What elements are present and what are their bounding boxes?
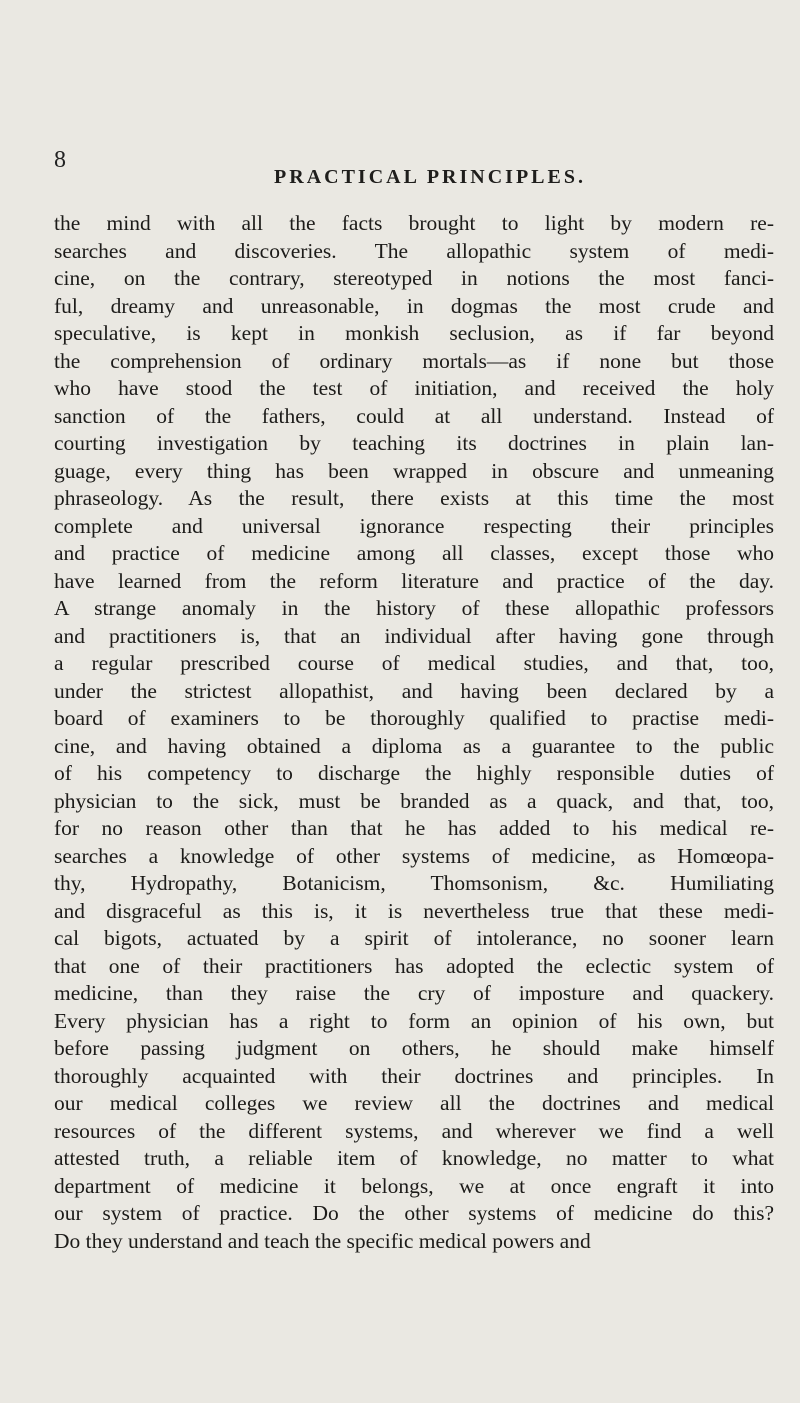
text-line: A strange anomaly in the history of these allopathic professors [54, 596, 774, 620]
text-line: the comprehension of ordinary mortals—as if none but those [54, 348, 774, 373]
body-text [54, 210, 774, 1255]
text-line: for no reason other than that he has added to his medical re- [54, 816, 774, 840]
text-line: that one of their practitioners has adopted the eclectic system of [54, 953, 774, 978]
text-line: thoroughly acquainted with their doctrines and principles. In [54, 1063, 774, 1088]
text-line: department of medicine it belongs, we at once engraft it into [54, 1173, 774, 1198]
page-number: 8 [54, 147, 66, 173]
text-line: Every physician has a right to form an opinion of his own, but [54, 1008, 774, 1033]
text-line: board of examiners to be thoroughly qualified to practise medi- [54, 706, 774, 730]
text-line: phraseology. As the result, there exists at this time the most [54, 486, 774, 510]
text-line: guage, every thing has been wrapped in obscure and unmeaning [54, 458, 774, 483]
text-line: the mind with all the facts brought to light by modern re- [54, 211, 774, 235]
text-line: have learned from the reform literature and practice of the day. [54, 568, 774, 593]
text-line: who have stood the test of initiation, and received the holy [54, 376, 774, 400]
text-line: cine, on the contrary, stereotyped in notions the most fanci- [54, 266, 774, 290]
running-head: PRACTICAL PRINCIPLES. [274, 166, 586, 188]
text-line: searches and discoveries. The allopathic system of medi- [54, 238, 774, 263]
text-line: courting investigation by teaching its doctrines in plain lan- [54, 431, 774, 455]
text-line: of his competency to discharge the highly responsible duties of [54, 761, 774, 785]
text-line: ful, dreamy and unreasonable, in dogmas the most crude and [54, 293, 774, 318]
text-line: and disgraceful as this is, it is nevertheless true that these medi- [54, 898, 774, 923]
text-line: and practice of medicine among all classes, except those who [54, 541, 774, 565]
text-line: our system of practice. Do the other systems of medicine do this? [54, 1201, 774, 1225]
text-line: before passing judgment on others, he should make himself [54, 1036, 774, 1060]
text-line: medicine, than they raise the cry of imposture and quackery. [54, 981, 774, 1005]
text-line: cine, and having obtained a diploma as a guarantee to the public [54, 733, 774, 758]
text-line: complete and universal ignorance respecting their principles [54, 513, 774, 538]
text-line: a regular prescribed course of medical studies, and that, too, [54, 651, 774, 675]
text-line: sanction of the fathers, could at all understand. Instead of [54, 403, 774, 428]
text-line: attested truth, a reliable item of knowledge, no matter to what [54, 1146, 774, 1170]
text-line: searches a knowledge of other systems of medicine, as Homœopa- [54, 843, 774, 868]
text-line: cal bigots, actuated by a spirit of intolerance, no sooner learn [54, 926, 774, 950]
text-line: physician to the sick, must be branded as a quack, and that, too, [54, 788, 774, 813]
text-line: thy, Hydropathy, Botanicism, Thomsonism, &c. Humiliating [54, 871, 774, 895]
text-line: and practitioners is, that an individual after having gone through [54, 623, 774, 648]
text-line: under the strictest allopathist, and having been declared by a [54, 678, 774, 703]
text-line: our medical colleges we review all the doctrines and medical [54, 1091, 774, 1115]
text-line: Do they understand and teach the specific medical powers and [54, 1228, 591, 1253]
text-line: resources of the different systems, and wherever we find a well [54, 1118, 774, 1143]
text-line: speculative, is kept in monkish seclusion, as if far beyond [54, 321, 774, 345]
